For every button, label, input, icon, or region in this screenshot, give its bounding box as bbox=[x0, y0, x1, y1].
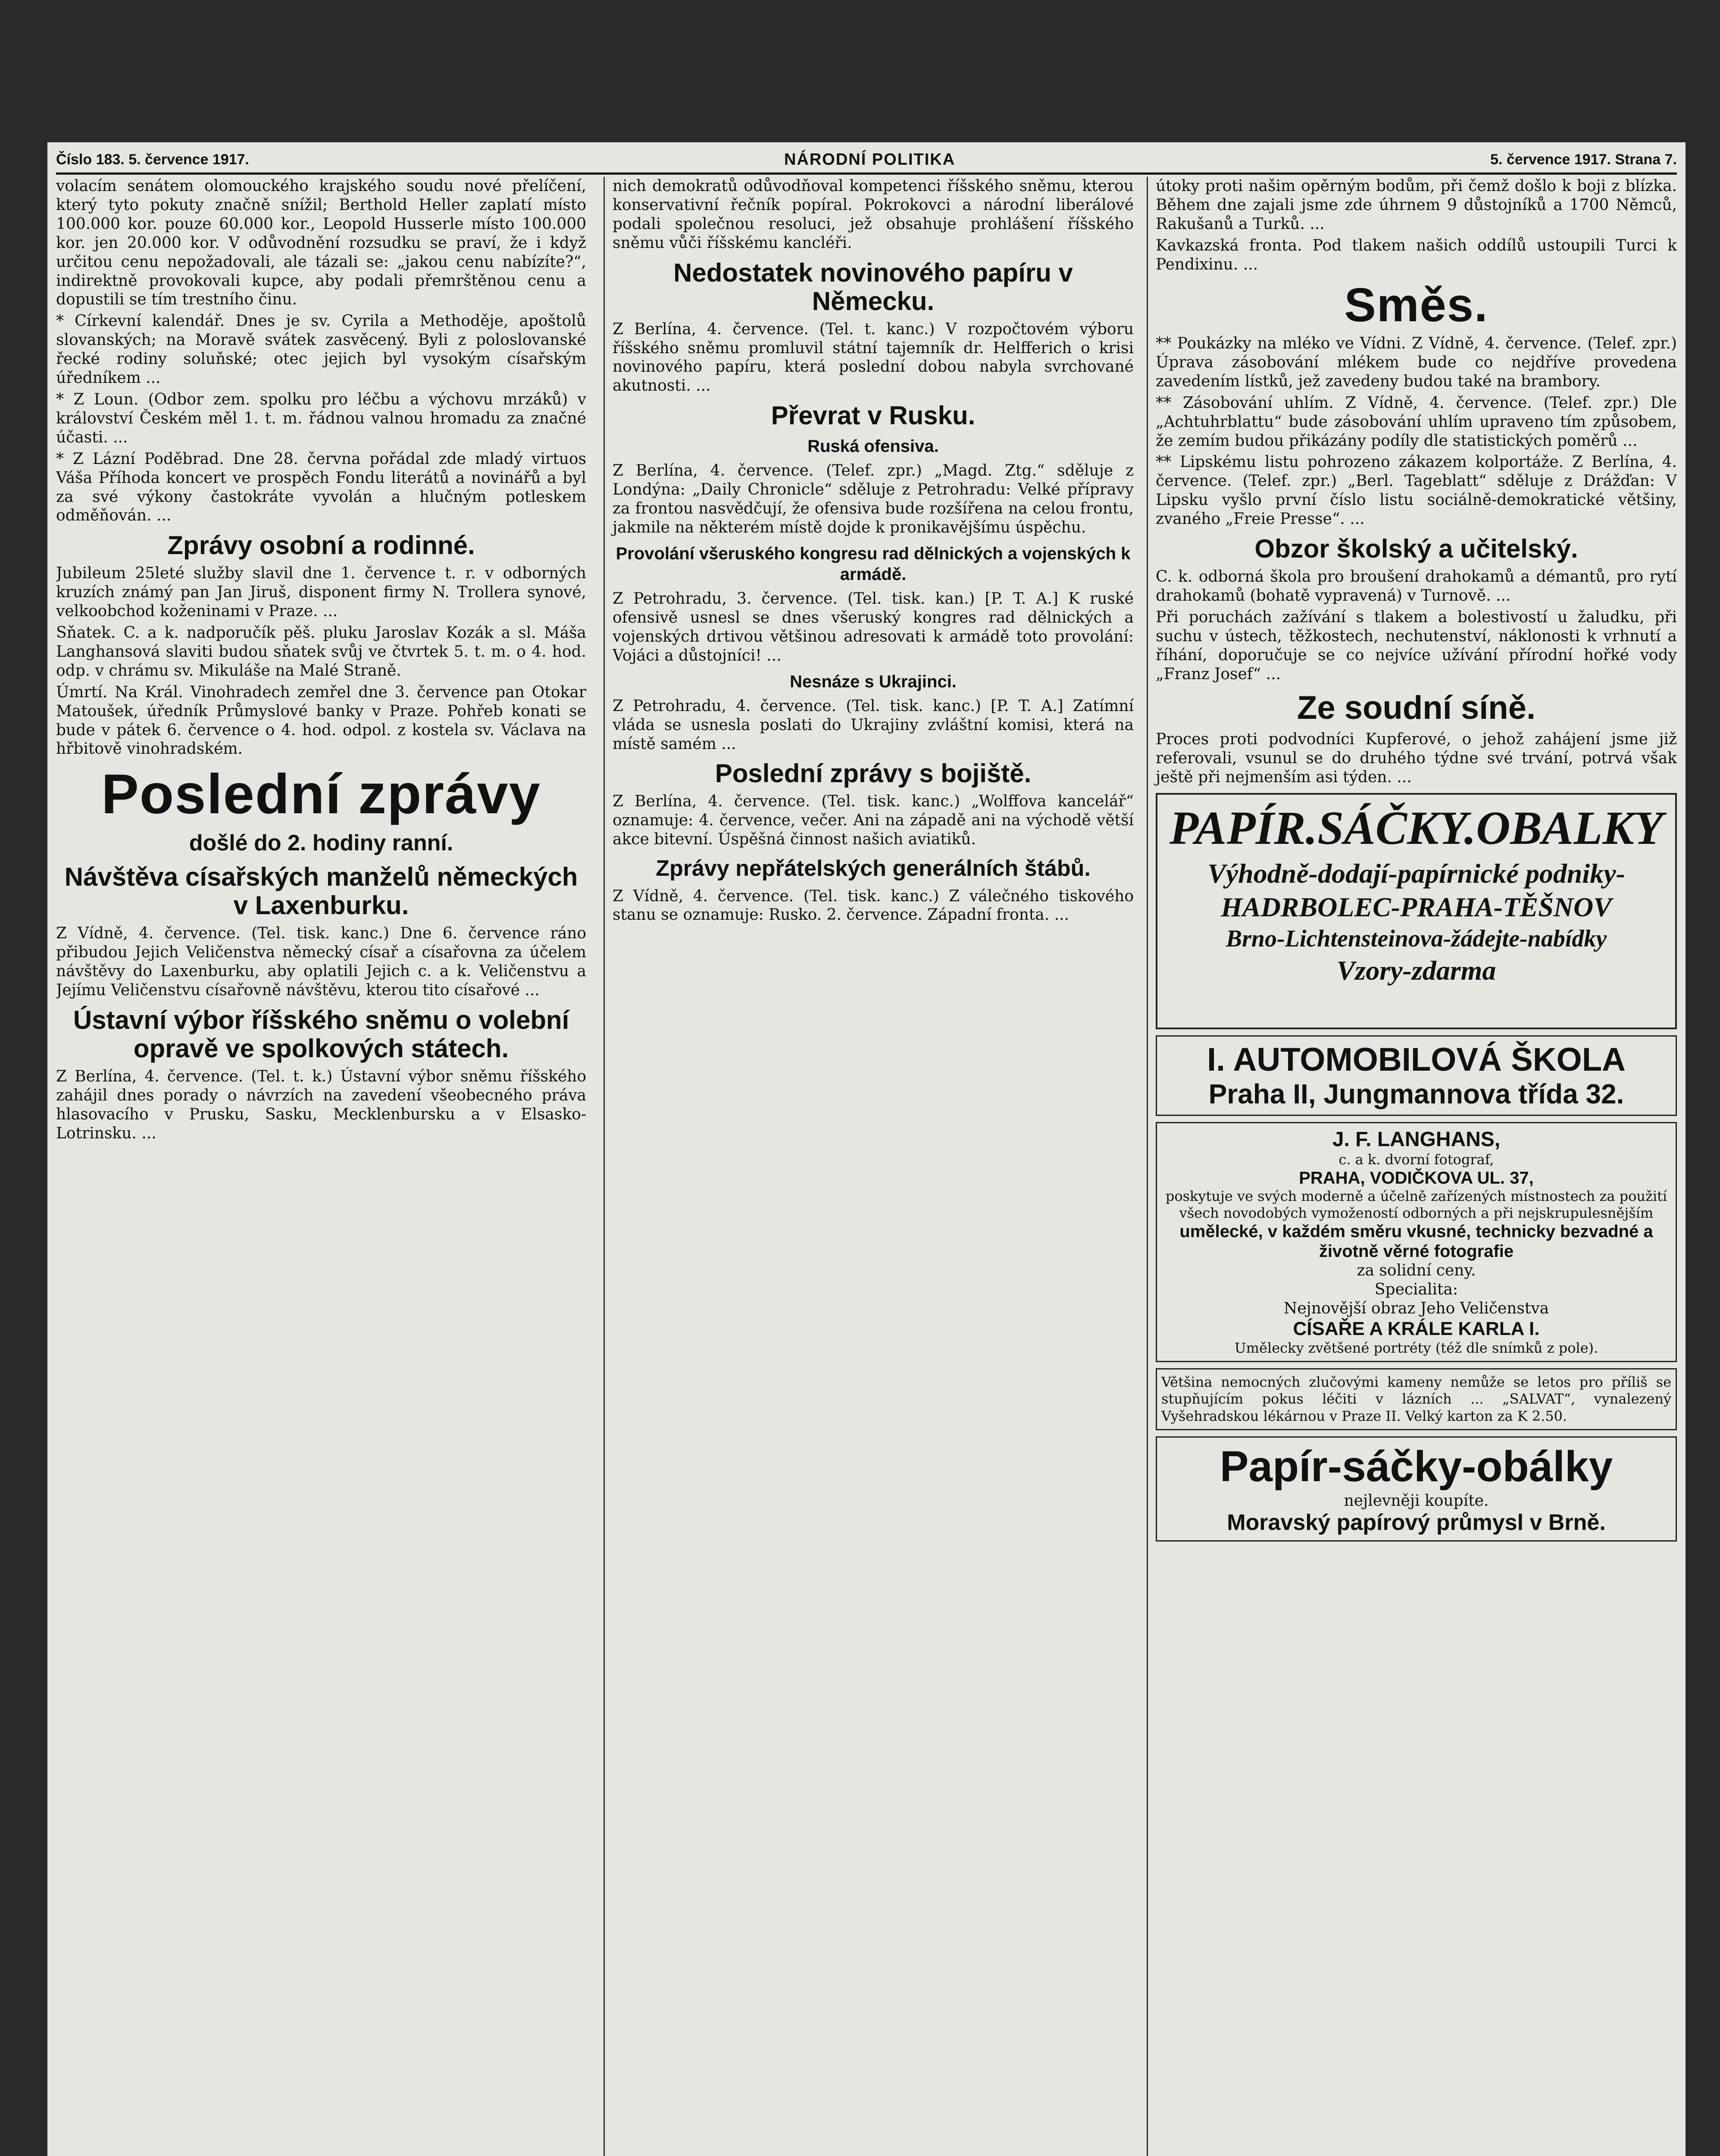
article-text: ** Poukázky na mléko ve Vídni. Z Vídně, 4. července. (Telef. zpr.) Úprava zásobování mlékem bude co nejdříve provedena zavedením lístků, jež zavedeny budou také na brambory. bbox=[1156, 335, 1677, 390]
article-text: Z Petrohradu, 4. července. (Tel. tisk. kanc.) [P. T. A.] Zatímní vláda se usnesla poslati do Ukrajiny zvláštní komisi, která na místě samém ... bbox=[613, 697, 1134, 753]
section-heading: Převrat v Rusku. bbox=[771, 401, 976, 430]
advertisement-paper-bags-brno bbox=[1156, 1436, 1677, 1542]
section-heading: Zprávy osobní a rodinné. bbox=[167, 531, 475, 560]
article-text: Při poruchách zažívání s tlakem a bolestivostí u žaludku, při suchu v ústech, těžkostech, nechutenství, náklonosti k vrhnutí a říhání, doporučuje se co nejvíce užívání přírodní hořké vody „Franz Josef“ ... bbox=[1156, 608, 1677, 683]
section-heading: Ze soudní síně. bbox=[1297, 689, 1536, 726]
section-heading-large: Směs. bbox=[1344, 278, 1489, 332]
article-text: Z Berlína, 4. července. (Telef. zpr.) „Magd. Ztg.“ sděluje z Londýna: „Daily Chronicle“ sděluje z Petrohradu: Velké přípravy za frontou nasvědčují, že ofensiva bude rozšířena na celou frontu, jakmile na některém místě dojde k pronikavějšímu úspěchu. bbox=[613, 462, 1134, 536]
masthead bbox=[56, 147, 1677, 175]
article-text: C. k. odborná škola pro broušení drahokamů a démantů, pro rytí drahokamů (bohatě vypravená) v Turnově. ... bbox=[1156, 568, 1677, 605]
paper-title: NÁRODNÍ POLITIKA bbox=[784, 150, 956, 169]
section-subheading: došlé do 2. hodiny ranní. bbox=[189, 830, 453, 856]
article-heading: Nesnáze s Ukrajinci. bbox=[790, 672, 957, 691]
ad-text: nejlevněji koupíte. bbox=[1344, 1492, 1489, 1510]
advertisement-photographer bbox=[1156, 1122, 1677, 1363]
ad-text: umělecké, v každém směru vkusné, technicky bezvadné a životně věrné fotografie bbox=[1179, 1222, 1653, 1261]
ad-text: za solidní ceny. bbox=[1357, 1262, 1476, 1280]
article-text: Proces proti podvodníci Kupferové, o jehož zahájení jsme již referovali, vsunul se do druhého týdne své trvání, potrvá však ještě při nejmenším asi týden. ... bbox=[1156, 730, 1677, 786]
article-text: volacím senátem olomouckého krajského soudu nové přelíčení, který tyto pokuty značně snížil; Berthold Heller zaplatí místo 100.000 kor. pouze 60.000 kor., Leopold Husserle místo 100.000 kor. jen 20.000 kor. V odůvodnění rozsudku se praví, že i když určitou cenu nepožadovali, ale tázali se: „jakou cenu nabízíte?“, indirektně provokovali kupce, aby podali přemrštěnou cenu a dopustili se tím trestního činu. bbox=[56, 177, 586, 309]
ad-text: Brno-Lichtensteinova-žádejte-nabídky bbox=[1226, 925, 1607, 953]
ad-headline: I. AUTOMOBILOVÁ ŠKOLA bbox=[1207, 1041, 1626, 1078]
ad-subheadline: Praha II, Jungmannova třída 32. bbox=[1208, 1078, 1624, 1110]
article-text: Z Vídně, 4. července. (Tel. tisk. kanc.) Z válečného tiskového stanu se oznamuje: Rusko. 2. července. Západní fronta. ... bbox=[613, 887, 1134, 924]
ad-address: PRAHA, VODIČKOVA UL. 37, bbox=[1299, 1169, 1534, 1188]
article-text: * Z Loun. (Odbor zem. spolku pro léčbu a výchovu mrzáků) v království Českém měl 1. t. m. řádnou valnou hromadu za značné účasti. ... bbox=[56, 390, 586, 446]
ad-text: Nejnovější obraz Jeho Veličenstva bbox=[1283, 1299, 1549, 1317]
article-heading: Nedostatek novinového papíru v Německu. bbox=[673, 258, 1073, 316]
article-text: nich demokratů odůvodňoval kompetenci říšského sněmu, kterou konservativní řečník popíral. Pokrokovci a národní liberálové podali společnou resoluci, jež obsahuje prohlášení říšského sněmu vůči říšskému kancléři. bbox=[613, 177, 1134, 252]
article-heading: Zprávy nepřátelských generálních štábů. bbox=[656, 856, 1091, 881]
section-heading: Poslední zprávy s bojiště. bbox=[715, 759, 1032, 788]
ad-headline: J. F. LANGHANS, bbox=[1332, 1128, 1501, 1151]
ad-text: c. a k. dvorní fotograf, bbox=[1338, 1151, 1494, 1168]
ad-text: Umělecky zvětšené portréty (též dle snímků z pole). bbox=[1234, 1340, 1598, 1357]
advertisement-paper-bags bbox=[1156, 793, 1677, 1029]
ad-headline: PAPÍR.SÁČKY.OBALKY bbox=[1169, 801, 1663, 854]
article-text: * Z Lázní Poděbrad. Dne 28. června pořádal zde mladý virtuos Váša Příhoda koncert ve prospěch Fondu literátů a novinářů a byl za své výkony častokráte vyvolán a hlučným potleskem odměňován. ... bbox=[56, 450, 586, 525]
article-text: Z Berlína, 4. července. (Tel. tisk. kanc.) „Wolffova kancelář“ oznamuje: 4. července, večer. Ani na západě ani na východě větší akce bitevní. Úspěšná činnost našich aviatiků. bbox=[613, 793, 1134, 849]
advertisement-automobile-school bbox=[1156, 1035, 1677, 1116]
page-info: 5. července 1917. Strana 7. bbox=[1490, 151, 1677, 168]
ad-text: Moravský papírový průmysl v Brně. bbox=[1227, 1510, 1606, 1536]
article-text: Sňatek. C. a k. nadporučík pěš. pluku Jaroslav Kozák a sl. Máša Langhansová slaviti budou sňatek svůj ve čtvrtek 5. t. m. o 4. hod. odp. v chrámu sv. Mikuláše na Malé Straně. bbox=[56, 624, 586, 680]
article-subheading: Ruská ofensiva. bbox=[807, 437, 939, 456]
article-heading: Návštěva císařských manželů německých v Laxenburku. bbox=[64, 862, 578, 920]
article-text: Jubileum 25leté služby slavil dne 1. července t. r. v odborných kruzích známý pan Jan Jiruš, disponent firmy N. Trollera synové, velkoobchod koženinami v Praze. ... bbox=[56, 564, 586, 620]
article-text: útoky proti našim opěrným bodům, při čemž došlo k boji z blízka. Během dne zajali jsme zde úhrnem 9 důstojníků a 1700 Němců, Rakušanů a Turků. ... bbox=[1156, 177, 1677, 233]
ad-text: Vzory-zdarma bbox=[1336, 955, 1496, 986]
article-text: ** Zásobování uhlím. Z Vídně, 4. července. (Telef. zpr.) Dle „Achtuhrblattu“ bude zásobování uhlím upraveno tím způsobem, že zemím budou přikázány podíly dle statistických poměrů ... bbox=[1156, 394, 1677, 450]
ad-headline: Papír-sáčky-obálky bbox=[1220, 1442, 1613, 1491]
article-text: * Církevní kalendář. Dnes je sv. Cyrila a Methoděje, apoštolů slovanských; na Moravě svátek zasvěcený. Byli z poloslovanské řecké rodiny soluňské; otec jejich byl vysokým císařským úředníkem ... bbox=[56, 312, 586, 387]
article-heading: Ústavní výbor říšského sněmu o volební opravě ve spolkových státech. bbox=[73, 1005, 569, 1063]
section-heading-large: Poslední zprávy bbox=[101, 762, 541, 826]
advertisement-salvat bbox=[1156, 1368, 1677, 1430]
article-text: Z Berlína, 4. července. (Tel. t. k.) Ústavní výbor sněmu říšského zahájil dnes porady o návrzích na zavedení všeobecného práva hlasovacího v Prusku, Sasku, Mecklenbursku a v Elsasko-Lotrinsku. ... bbox=[56, 1067, 586, 1142]
column-2 bbox=[604, 177, 1134, 2156]
article-heading: Provolání všeruského kongresu rad dělnických a vojenských k armádě. bbox=[616, 544, 1131, 584]
ad-text: Většina nemocných zlučovými kameny nemůže se letos pro příliš se stupňujícím pokus léčiti v lázních ... „SALVAT“, vynalezený Vyšehradskou lékárnou v Praze II. Velký karton za K 2.50. bbox=[1161, 1374, 1671, 1424]
newspaper-page bbox=[47, 142, 1686, 2156]
article-text: ** Lipskému listu pohrozeno zákazem kolportáže. Z Berlína, 4. července. (Telef. zpr.) „Berl. Tageblatt“ sděluje z Drážďan: V Lipsku vyšlo první číslo listu sociálně-demokratické většiny, zvaného „Freie Presse“. ... bbox=[1156, 453, 1677, 528]
ad-text: poskytuje ve svých moderně a účelně zařízených místnostech za použití všech novodobých vymožeností odborných a při nejskrupulesnějším bbox=[1165, 1188, 1667, 1222]
column-3 bbox=[1147, 177, 1677, 2156]
article-text: Z Berlína, 4. července. (Tel. t. kanc.) V rozpočtovém výboru říšského sněmu promluvil státní tajemník dr. Helfferich o krisi novinového papíru, která poslední dobou nabyla svrchované akutnosti. ... bbox=[613, 320, 1134, 395]
issue-info: Číslo 183. 5. července 1917. bbox=[56, 151, 249, 168]
column-1 bbox=[56, 177, 586, 2156]
ad-text: CÍSAŘE A KRÁLE KARLA I. bbox=[1293, 1318, 1540, 1339]
article-text: Kavkazská fronta. Pod tlakem našich oddílů ustoupili Turci k Pendixinu. ... bbox=[1156, 236, 1677, 273]
section-heading: Obzor školský a učitelský. bbox=[1254, 534, 1578, 564]
ad-text: Výhodně-dodají-papírnické podniky-HADRBOLEC-PRAHA-TĚŠNOV bbox=[1207, 858, 1625, 923]
article-text: Úmrtí. Na Král. Vinohradech zemřel dne 3. července pan Otokar Matoušek, úředník Průmyslové banky v Praze. Pohřeb konati se bude v pátek 6. července o 4. hod. odpol. z kostela sv. Václava na hřbitově vinohradském. bbox=[56, 683, 586, 758]
article-text: Z Vídně, 4. července. (Tel. tisk. kanc.) Dne 6. července ráno přibudou Jejich Veličenstva německý císař a císařovna za účelem návštěvy do Laxenburku, aby oplatili Jejich c. a k. Veličenstvu a Jejímu Veličenstvu císařovně návštěvu, kterou tito císařové ... bbox=[56, 924, 586, 1000]
article-text: Z Petrohradu, 3. července. (Tel. tisk. kan.) [P. T. A.] K ruské ofensivě usnesl se dnes všeruský kongres rad dělnických a vojenských drtivou většinou adresovati k armádě toto provolání: Vojáci a důstojníci! ... bbox=[613, 590, 1134, 664]
ad-text: Specialita: bbox=[1374, 1281, 1458, 1299]
